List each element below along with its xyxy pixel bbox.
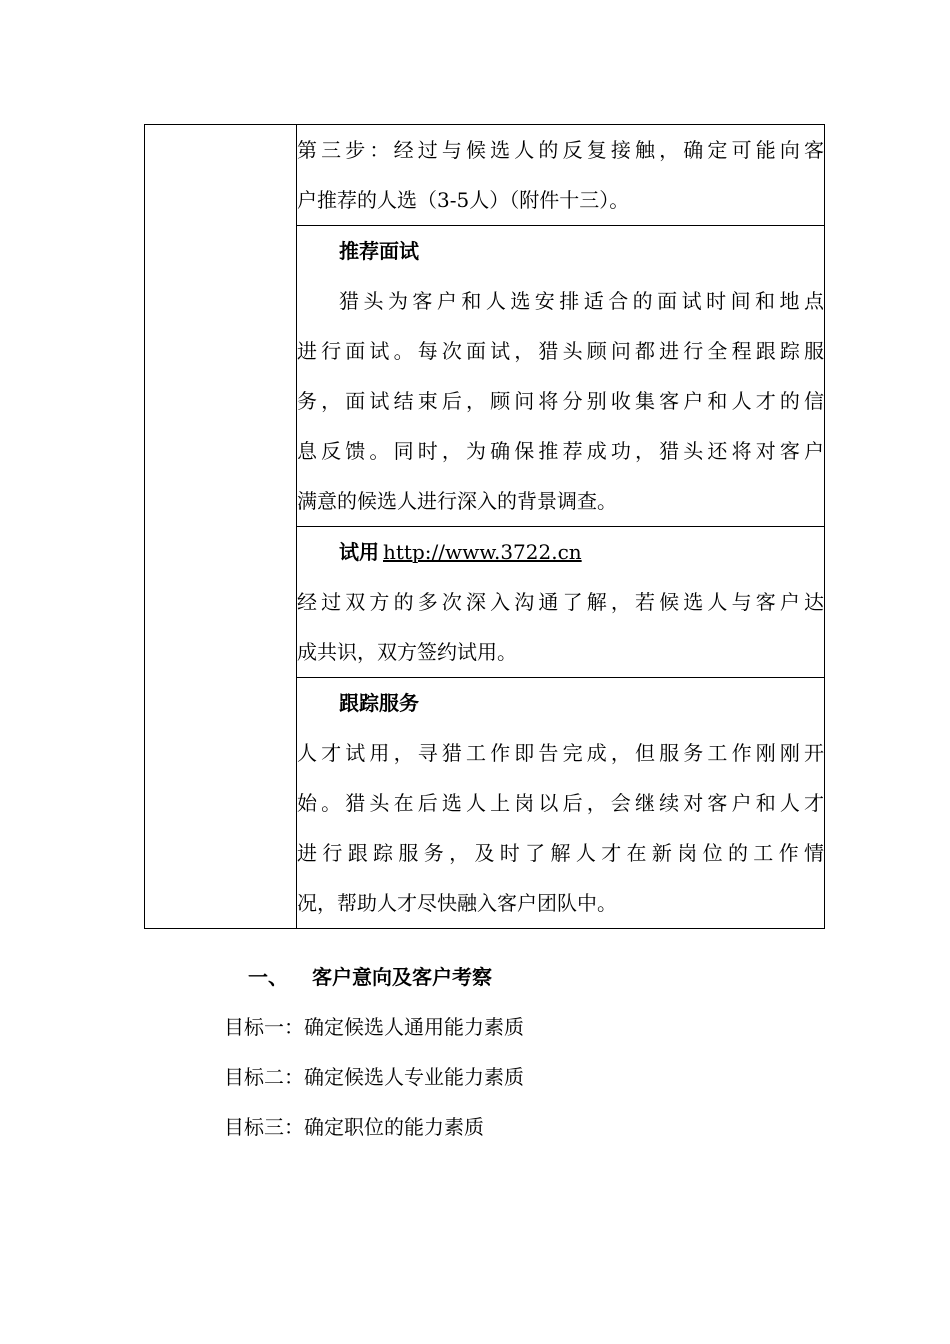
cell-heading: 试用: [339, 540, 379, 564]
paragraph-line: 进行跟踪服务，及时了解人才在新岗位的工作情: [297, 841, 824, 865]
paragraph-line: 成共识，双方签约试用。: [297, 640, 517, 664]
goal-item: 目标二：确定候选人专业能力素质: [224, 1065, 524, 1089]
tracking-service-cell: [297, 678, 825, 929]
cell-heading: 推荐面试: [339, 239, 419, 263]
paragraph-line: 进行面试。每次面试，猎头顾问都进行全程跟踪服: [297, 339, 824, 363]
paragraph-line: 猎头为客户和人选安排适合的面试时间和地点: [339, 289, 824, 313]
trial-cell: [297, 527, 825, 678]
paragraph-line: 务，面试结束后，顾问将分别收集客户和人才的信: [297, 389, 824, 413]
goal-item: 目标一：确定候选人通用能力素质: [224, 1015, 524, 1039]
paragraph-line: 第三步：经过与候选人的反复接触，确定可能向客: [297, 138, 824, 162]
paragraph-line: 息反馈。同时，为确保推荐成功，猎头还将对客户: [297, 439, 824, 463]
paragraph-line: 户推荐的人选（3-5人）（附件十三）。: [297, 188, 630, 212]
goal-item: 目标三：确定职位的能力素质: [224, 1115, 484, 1139]
process-table: [144, 124, 825, 929]
step-three-cell: [297, 125, 825, 226]
goals-list: [224, 1002, 524, 1152]
recommend-interview-cell: [297, 226, 825, 527]
cell-heading: 跟踪服务: [339, 691, 419, 715]
table-left-column: [145, 125, 297, 929]
paragraph-line: 人才试用，寻猎工作即告完成，但服务工作刚刚开: [297, 741, 824, 765]
section-title: 客户意向及客户考察: [312, 965, 492, 989]
paragraph-line: 经过双方的多次深入沟通了解，若候选人与客户达: [297, 590, 824, 614]
section-heading: [248, 952, 492, 1002]
section-number: 一、: [248, 965, 288, 989]
table-row: [145, 125, 825, 226]
paragraph-line: 始。猎头在后选人上岗以后，会继续对客户和人才: [297, 791, 824, 815]
cell-heading-with-link: [297, 527, 824, 577]
paragraph-line: 况，帮助人才尽快融入客户团队中。: [297, 891, 617, 915]
website-link[interactable]: http://www.3722.cn: [383, 540, 582, 564]
paragraph-line: 满意的候选人进行深入的背景调查。: [297, 489, 617, 513]
